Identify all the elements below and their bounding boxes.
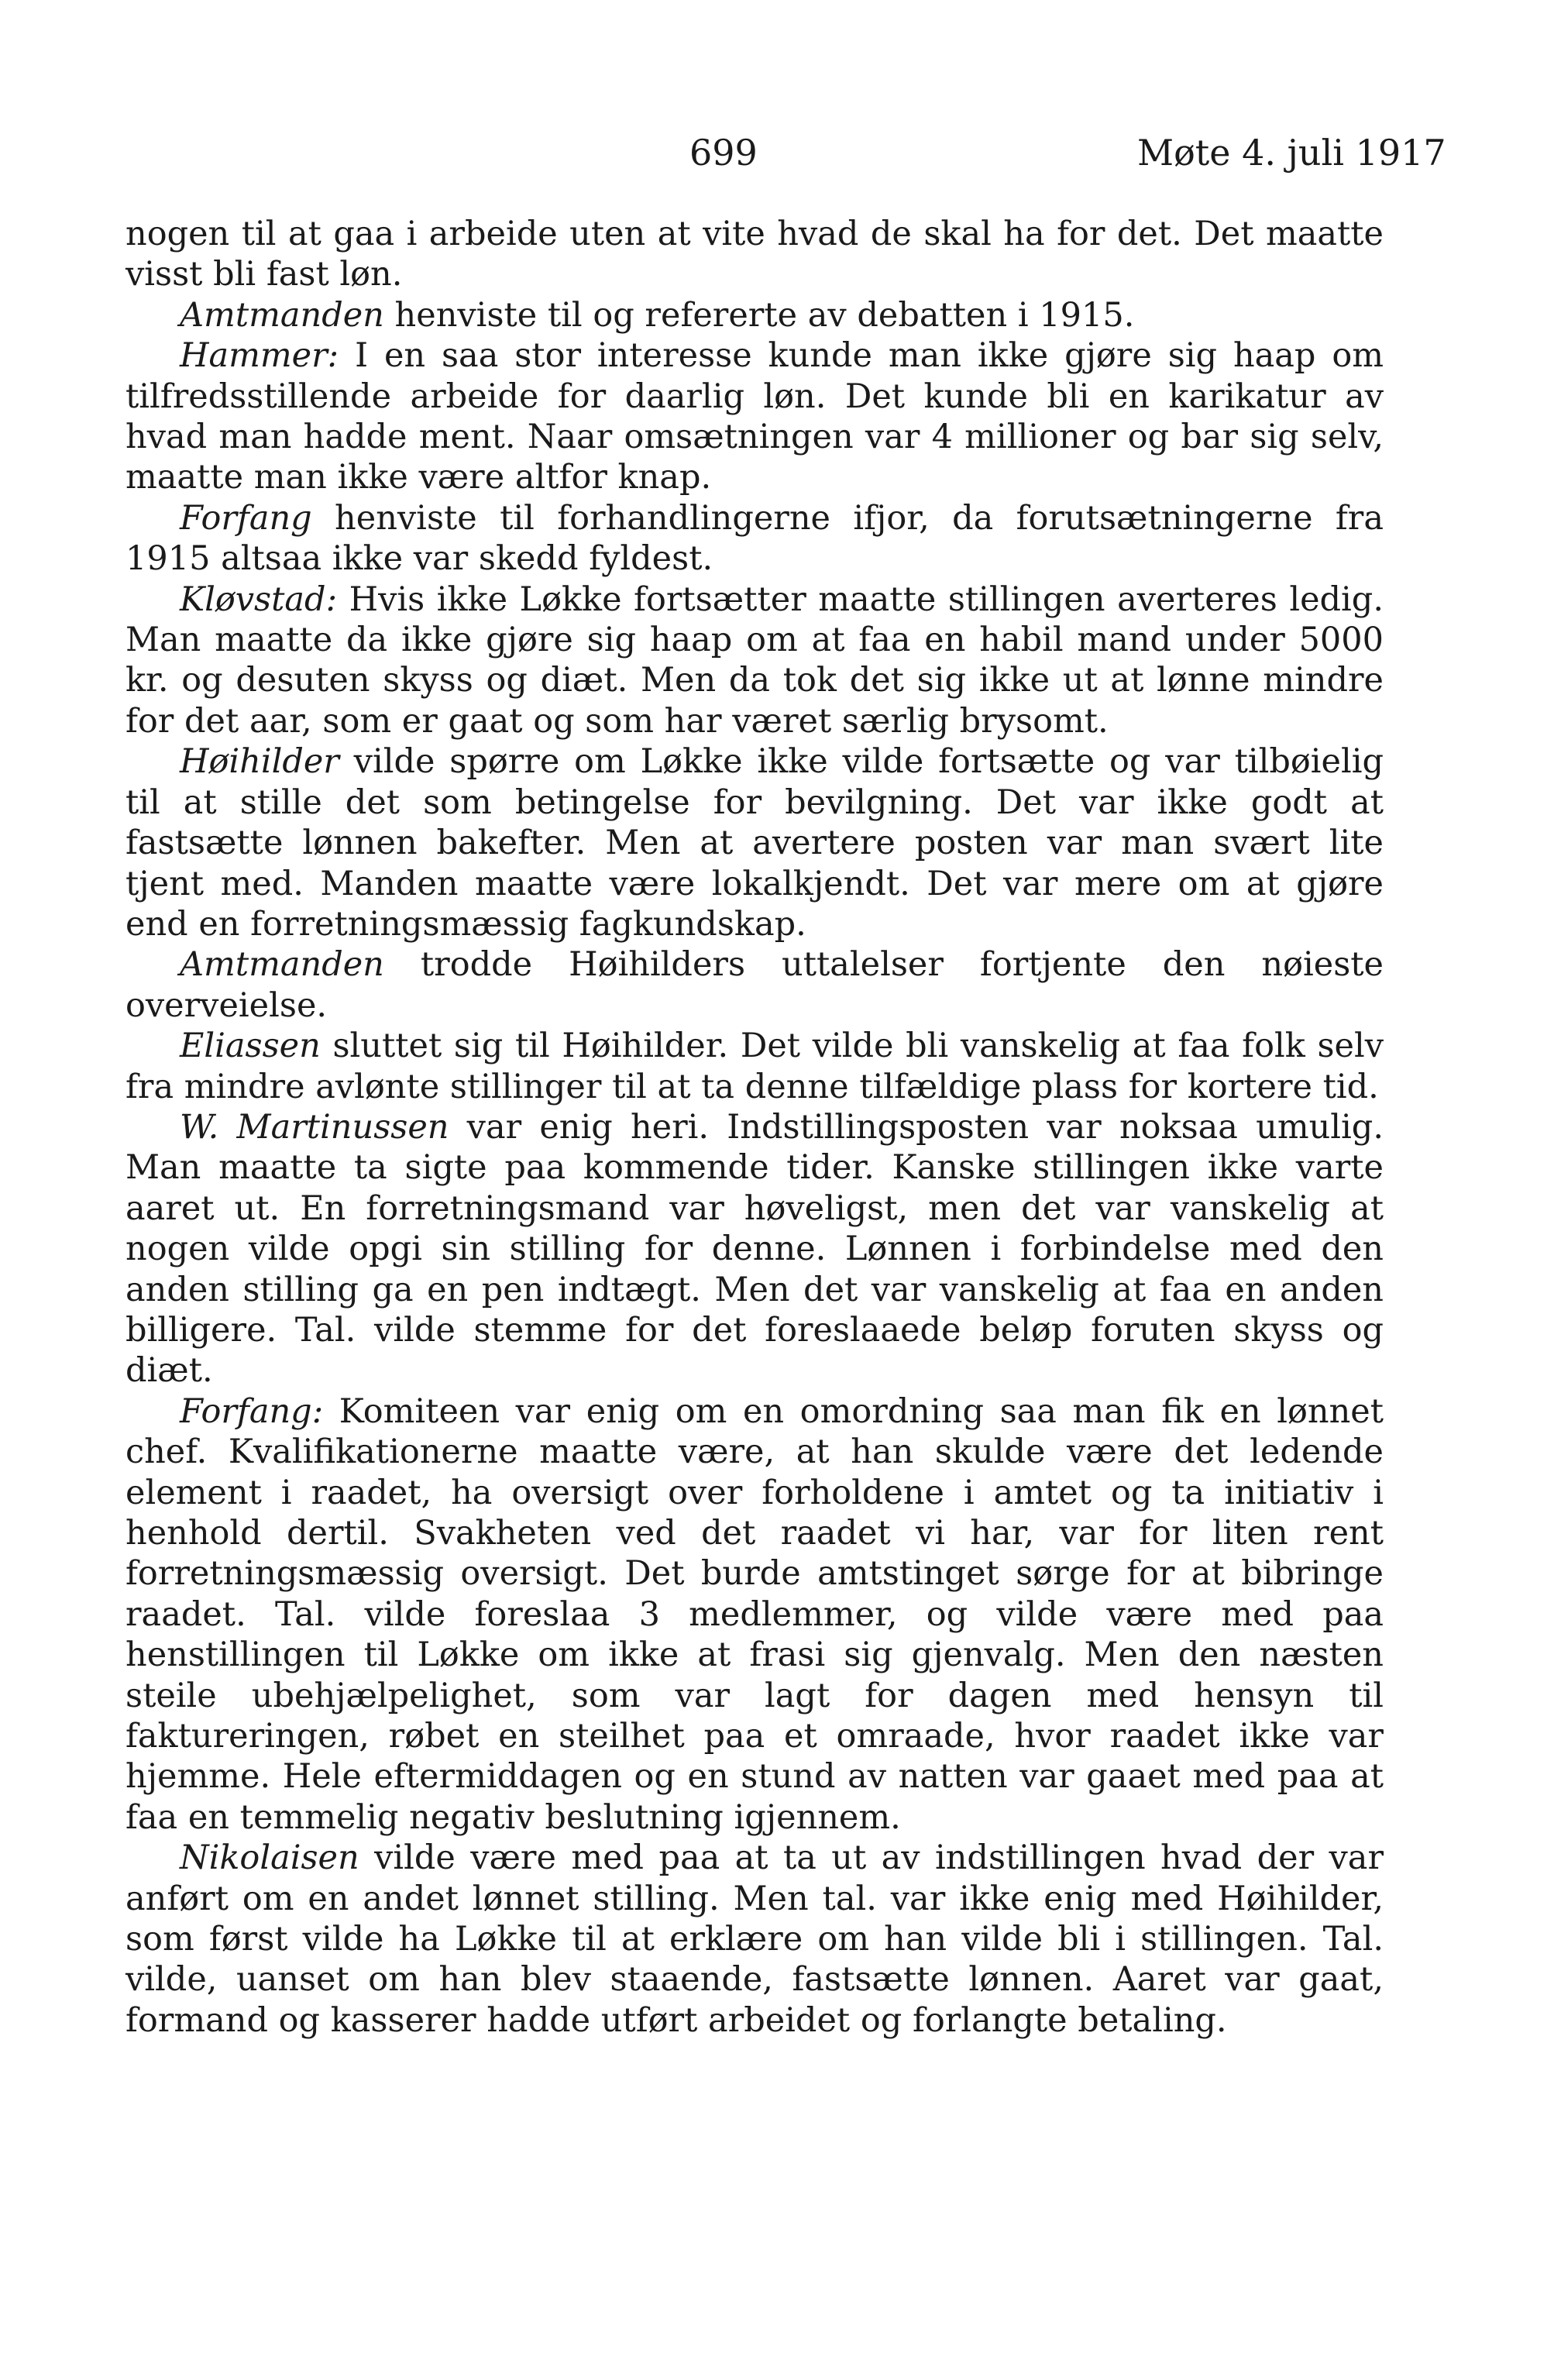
paragraph (125, 295, 1384, 335)
paragraph (125, 1838, 1384, 2041)
speaker-name: Forfang (180, 498, 312, 538)
paragraph (125, 1026, 1384, 1107)
speaker-name: Forfang: (180, 1391, 324, 1431)
paragraph (125, 214, 1384, 295)
paragraph-text: nogen til at gaa i arbeide uten at vite hvad de skal ha for det. Det maatte visst bli fast løn. (125, 215, 1384, 294)
speaker-name: Amtmanden (180, 945, 384, 985)
speaker-name: W. Martinussen (180, 1107, 449, 1147)
paragraph-text: Hvis ikke Løkke fortsætter maatte stillingen averteres ledig. Man maatte da ikke gjøre sig haap om at faa en habil mand under 5000 kr. og desuten skyss og diæt. Men da tok det sig ikke ut at lønne mindre for det aar, som er gaat og som har været særlig brysomt. (125, 580, 1384, 741)
paragraph-text: henviste til forhandlingerne ifjor, da forutsætningerne fra 1915 altsaa ikke var skedd fyldest. (125, 498, 1384, 579)
speaker-name: Amtmanden (180, 295, 384, 335)
paragraph (125, 944, 1384, 1026)
paragraph-text: I en saa stor interesse kunde man ikke gjøre sig haap om tilfredsstillende arbeide for daarlig løn. Det kunde bli en karikatur av hvad man hadde ment. Naar omsætningen var 4 millioner og bar sig selv, maatte man ikke være altfor knap. (125, 336, 1384, 497)
paragraph-text: vilde være med paa at ta ut av indstillingen hvad der var anført om en andet lønnet stilling. Men tal. var ikke enig med Høihilder, som først vilde ha Løkke til at erklære om han vilde bli i stillingen. Tal. vilde, uanset om han blev staaende, fastsætte lønnen. Aaret var gaat, formand og kasserer hadde utført arbeidet og forlangte betaling. (125, 1838, 1384, 2040)
paragraph (125, 1107, 1384, 1391)
paragraph (125, 580, 1384, 742)
speaker-name: Hammer: (180, 336, 339, 376)
speaker-name: Nikolaisen (180, 1838, 359, 1878)
paragraph-text: var enig heri. Indstillingsposten var noksaa umulig. Man maatte ta sigte paa kommende tider. Kanske stillingen ikke varte aaret ut. En forretningsmand var høveligst, men det var vanskelig at nogen vilde opgi sin stilling for denne. Lønnen i forbindelse med den anden stilling ga en pen indtægt. Men det var vanskelig at faa en anden billigere. Tal. vilde stemme for det foreslaaede beløp foruten skyss og diæt. (125, 1107, 1384, 1391)
body-text (125, 214, 1384, 2041)
paragraph (125, 498, 1384, 580)
speaker-name: Kløvstad: (180, 580, 338, 619)
speaker-name: Høihilder (180, 742, 339, 782)
running-header (0, 132, 1554, 178)
paragraph-text: vilde spørre om Løkke ikke vilde fortsætte og var tilbøielig til at stille det som betingelse for bevilgning. Det var ikke godt at fastsætte lønnen bakefter. Men at avertere posten var man svært lite tjent med. Manden maatte være lokalkjendt. Det var mere om at gjøre end en forretningsmæssig fagkundskap. (125, 742, 1384, 944)
paragraph (125, 335, 1384, 498)
page-number: 699 (689, 132, 758, 174)
paragraph-text: henviste til og refererte av debatten i 1915. (383, 295, 1135, 335)
meeting-date: Møte 4. juli 1917 (1137, 132, 1446, 174)
speaker-name: Eliassen (180, 1027, 321, 1066)
paragraph-text: trodde Høihilders uttalelser fortjente den nøieste overveielse. (125, 945, 1384, 1025)
paragraph-text: sluttet sig til Høihilder. Det vilde bli vanskelig at faa folk selv fra mindre avlønte stillinger til at ta denne tilfældige plass for kortere tid. (125, 1027, 1384, 1106)
paragraph-text: Komiteen var enig om en omordning saa man fik en lønnet chef. Kvalifikationerne maatte være, at han skulde være det ledende element i raadet, ha oversigt over forholdene i amtet og ta initiativ i henhold dertil. Svakheten ved det raadet vi har, var for liten rent forretningsmæssig oversigt. Det burde amtstinget sørge for at bibringe raadet. Tal. vilde foreslaa 3 medlemmer, og vilde være med paa henstillingen til Løkke om ikke at frasi sig gjenvalg. Men den næsten steile ubehjælpelighet, som var lagt for dagen med hensyn til faktureringen, røbet en steilhet paa et omraade, hvor raadet ikke var hjemme. Hele eftermiddagen og en stund av natten var gaaet med paa at faa en temmelig negativ beslutning igjennem. (125, 1391, 1384, 1837)
paragraph (125, 1391, 1384, 1838)
paragraph (125, 741, 1384, 944)
